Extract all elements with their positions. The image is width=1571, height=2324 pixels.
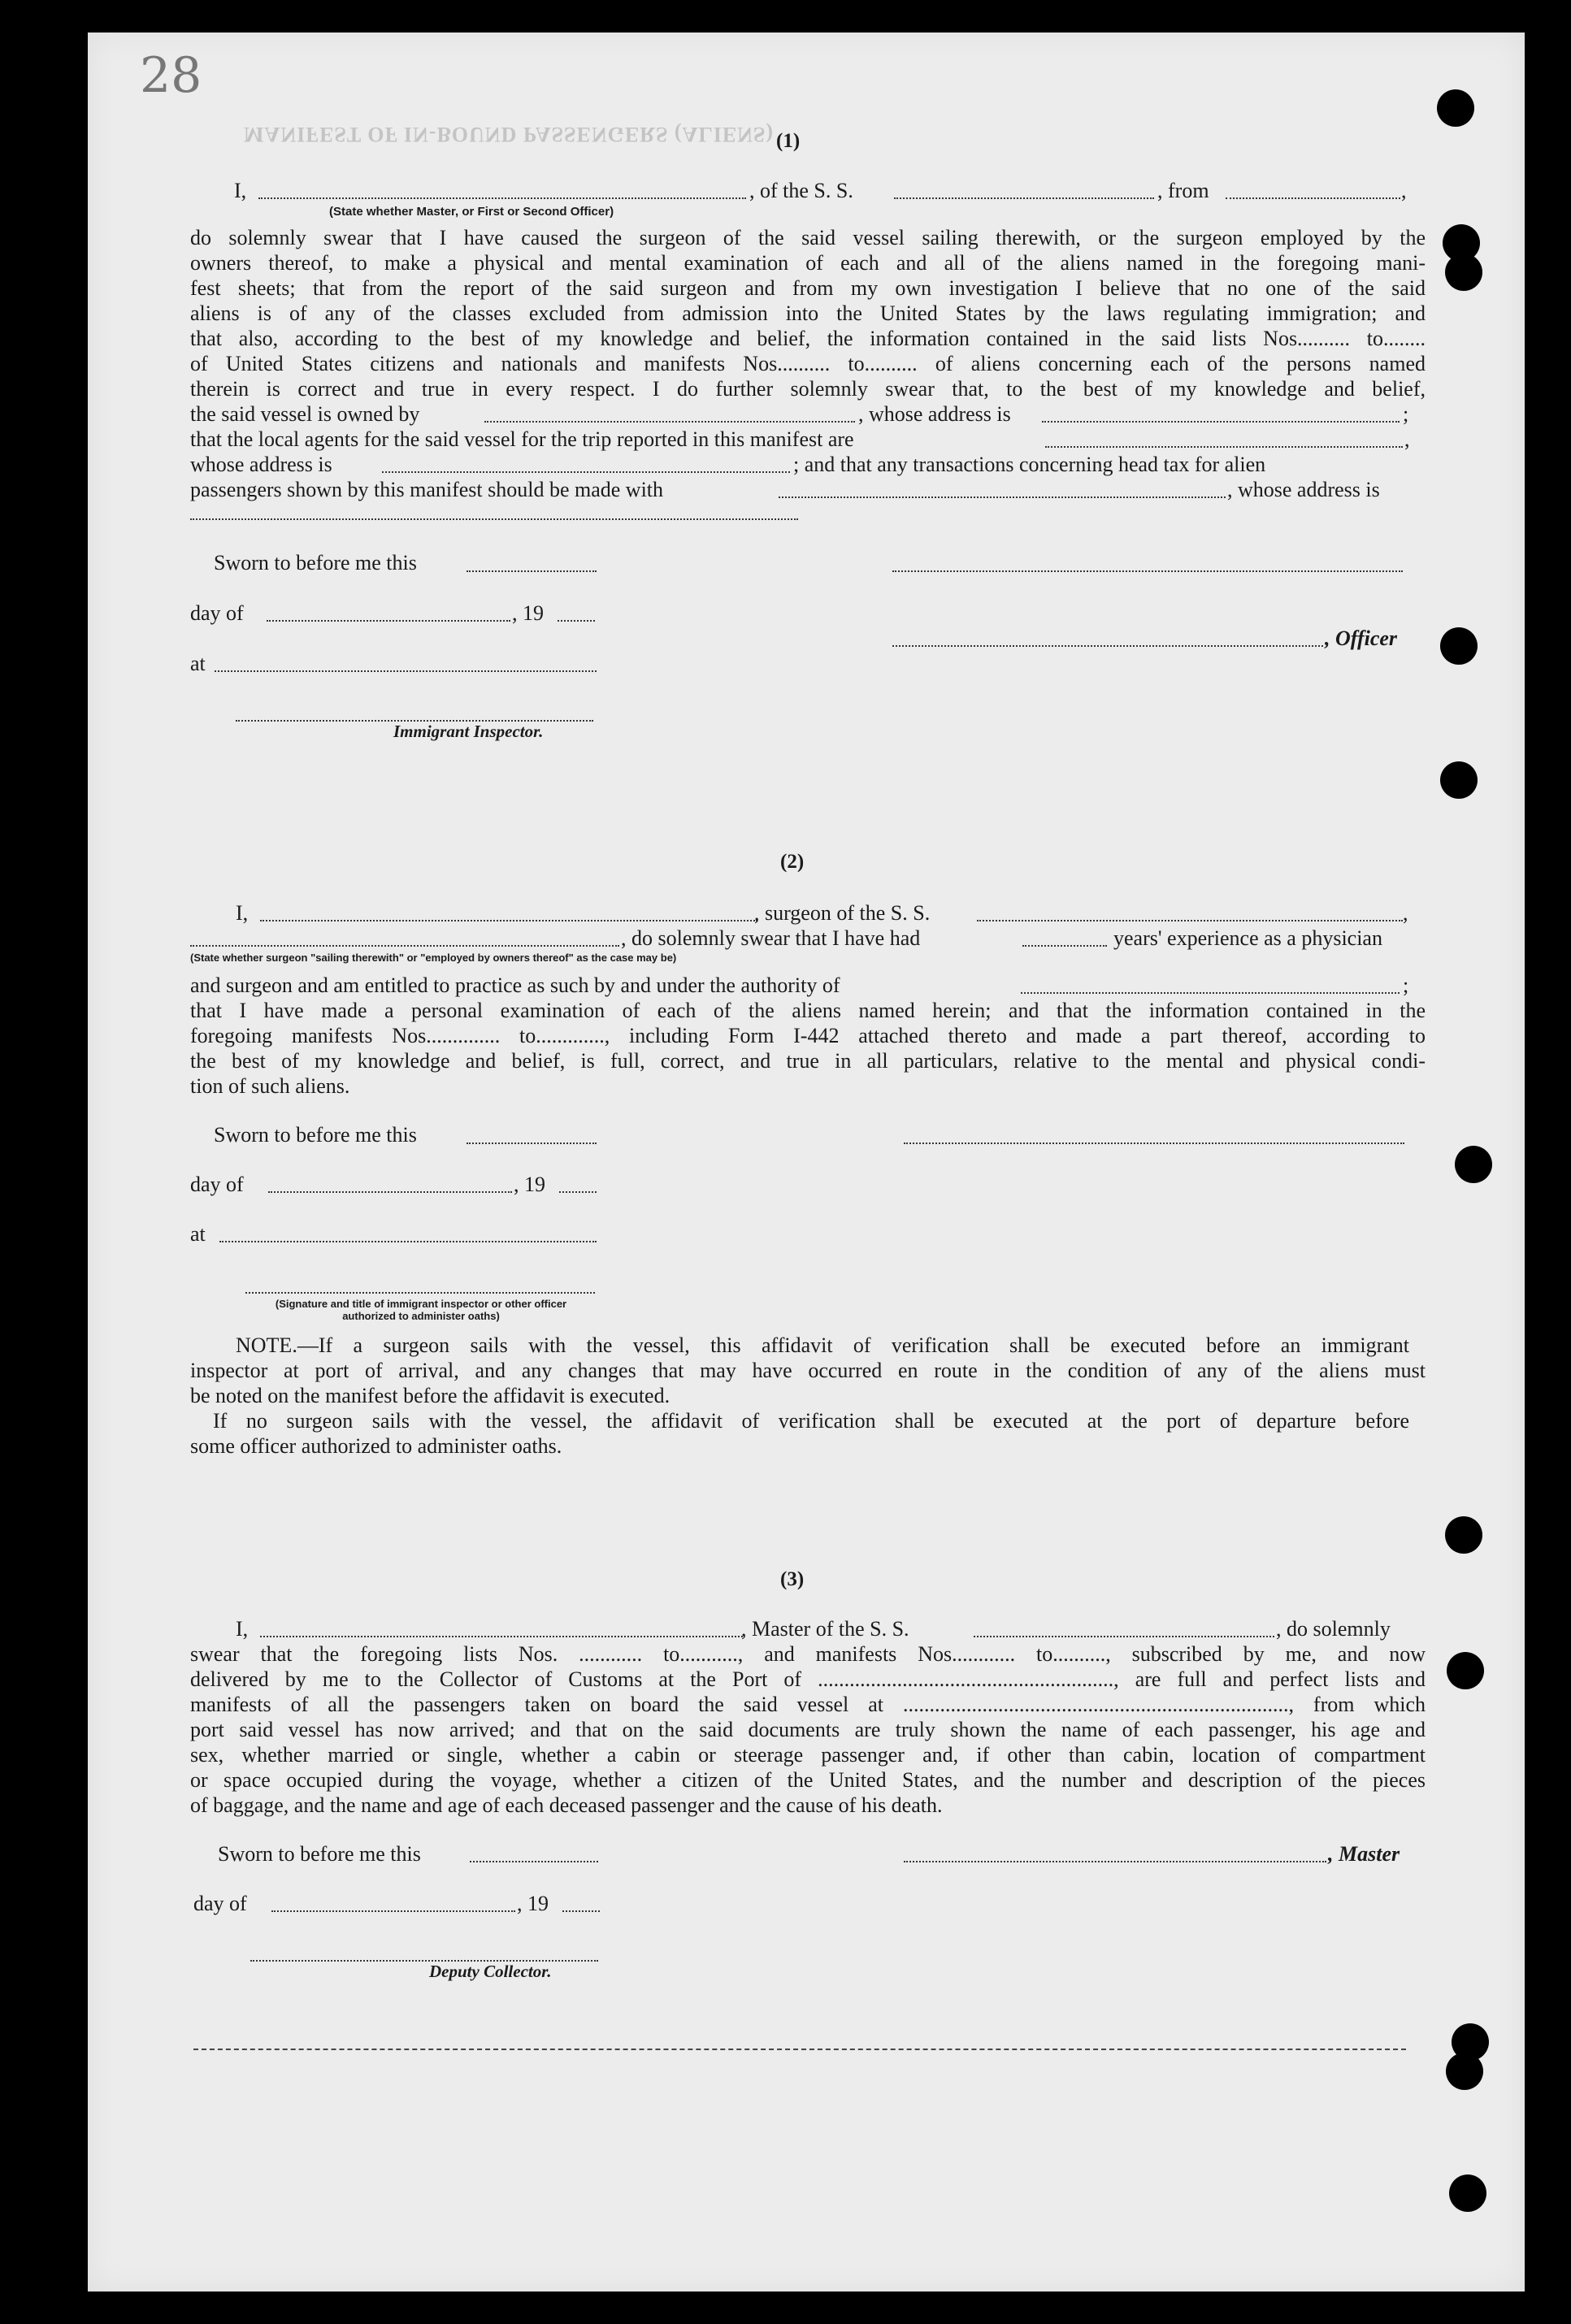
s3-body-line: swear that the foregoing lists Nos. ............ to..........., and manifests Nos............ to.........., subscribed by me, and now	[190, 1642, 1426, 1666]
s3-body-line: port said vessel has now arrived; and that on the said documents are truly shown the name of each passenger, his age and	[190, 1718, 1426, 1741]
s1-whose-address2: whose address is	[190, 453, 332, 476]
s2-body-line: foregoing manifests Nos.............. to............., including Form I-442 attached thereto and made a part thereof, according to	[190, 1024, 1426, 1047]
section-3-number: (3)	[780, 1568, 805, 1590]
s1-whose-address3: , whose address is	[1227, 478, 1380, 501]
s3-year-field[interactable]	[562, 1910, 600, 1912]
s1-local-agents: that the local agents for the said vessel for the trip reported in this manifest are	[190, 427, 854, 451]
s1-day-of: day of	[190, 601, 244, 625]
s2-sworn-date-field[interactable]	[467, 1142, 597, 1144]
s3-year: , 19	[517, 1892, 549, 1915]
s1-body-line: therein is correct and true in every respect. I do further solemnly swear that, to the best of my knowledge and belief,	[190, 377, 1426, 401]
punch-hole	[1440, 627, 1478, 665]
s1-vessel-field[interactable]	[894, 197, 1154, 199]
s3-body-line: or space occupied during the voyage, whether a citizen of the United States, and the number and description of the pieces	[190, 1768, 1426, 1792]
s2-note2-line2: some officer authorized to administer oaths.	[190, 1434, 562, 1458]
s2-day-of: day of	[190, 1173, 244, 1196]
s3-body-line: delivered by me to the Collector of Customs at the Port of ........................................................, are full and perfect lists and	[190, 1667, 1426, 1691]
s2-comma: ,	[1403, 901, 1408, 925]
s2-i: I,	[236, 901, 249, 925]
s1-inspector: Immigrant Inspector.	[393, 722, 544, 741]
s2-sig-note: (Signature and title of immigrant inspector or other officer authorized to administer oaths)	[275, 1298, 567, 1322]
s3-master-sig-field[interactable]	[904, 1861, 1326, 1862]
s2-year: , 19	[514, 1173, 545, 1196]
s2-semicolon: ;	[1403, 973, 1409, 997]
s1-body-line: aliens is of any of the classes excluded from admission into the United States by the laws regulating immigration; and	[190, 301, 1426, 325]
s1-sub-note: (State whether Master, or First or Second Officer)	[329, 205, 614, 219]
s2-note-line: inspector at port of arrival, and any changes that may have occurred en route in the condition of any of the aliens must	[190, 1359, 1426, 1382]
punch-hole	[1445, 254, 1482, 291]
s1-semicolon: ;	[1403, 402, 1409, 426]
s1-owner-field[interactable]	[484, 421, 855, 423]
s1-day-field[interactable]	[267, 620, 510, 622]
bottom-rule	[193, 2049, 1406, 2050]
s1-head-tax: ; and that any transactions concerning head tax for alien	[793, 453, 1266, 476]
s2-year-field[interactable]	[559, 1191, 597, 1193]
s1-i: I,	[234, 179, 247, 202]
s2-authority: and surgeon and am entitled to practice as such by and under the authority of	[190, 973, 840, 997]
s1-rank-field[interactable]	[258, 197, 746, 199]
s1-officer-field[interactable]	[892, 645, 1323, 647]
s1-officer: , Officer	[1325, 627, 1398, 650]
s2-at: at	[190, 1222, 206, 1246]
s2-status-field[interactable]	[190, 945, 619, 947]
s1-officer-sig-top[interactable]	[892, 570, 1403, 572]
s2-body-last: tion of such aliens.	[190, 1074, 350, 1098]
s1-whose-address: , whose address is	[858, 402, 1011, 426]
s2-note2-line1: If no surgeon sails with the vessel, the affidavit of verification shall be executed at the port of departure before	[213, 1409, 1409, 1433]
s1-body-line: do solemnly swear that I have caused the surgeon of the said vessel sailing therewith, or the surgeon employed by the	[190, 226, 1426, 249]
punch-hole	[1446, 2053, 1483, 2090]
punch-hole	[1437, 89, 1474, 127]
s1-owner-address-field[interactable]	[1042, 421, 1400, 423]
s3-body-line: sex, whether married or single, whether a cabin or steerage passenger and, if other than cabin, location of compartment	[190, 1743, 1426, 1767]
s2-sub-note: (State whether surgeon "sailing therewith" or "employed by owners thereof" as the case may be)	[190, 952, 677, 964]
s2-years-field[interactable]	[1022, 945, 1107, 947]
s1-at-field[interactable]	[215, 670, 597, 672]
punch-hole	[1455, 1146, 1492, 1183]
s2-swear: , do solemnly swear that I have had	[621, 926, 921, 950]
s2-years: years' experience as a physician	[1113, 926, 1382, 950]
s2-day-field[interactable]	[268, 1191, 512, 1193]
handwritten-page-number: 28	[140, 47, 202, 104]
s2-surgeon-of: , surgeon of the S. S.	[754, 901, 931, 925]
s1-comma: ,	[1401, 179, 1407, 202]
s1-year: , 19	[512, 601, 544, 625]
s3-deputy: Deputy Collector.	[429, 1962, 552, 1981]
s3-sworn: Sworn to before me this	[218, 1842, 421, 1866]
s3-body-last: of baggage, and the name and age of each deceased passenger and the cause of his death.	[190, 1793, 943, 1817]
s3-sworn-date-field[interactable]	[470, 1861, 598, 1862]
punch-hole	[1447, 1652, 1484, 1689]
s1-of-ss: , of the S. S.	[749, 179, 853, 202]
s1-agents-address-field[interactable]	[382, 471, 790, 473]
s2-inspector-sig-field[interactable]	[245, 1292, 595, 1294]
s3-master: , Master	[1328, 1842, 1400, 1866]
s3-name-field[interactable]	[260, 1636, 743, 1637]
punch-hole	[1440, 761, 1478, 799]
s1-owned-by: the said vessel is owned by	[190, 402, 420, 426]
s1-from-field[interactable]	[1226, 197, 1400, 199]
s1-body-line: of United States citizens and nationals and manifests Nos.......... to.......... of aliens concerning each of the persons named	[190, 352, 1426, 375]
s2-note-line3: be noted on the manifest before the affidavit is executed.	[190, 1384, 670, 1407]
s3-day-of: day of	[193, 1892, 247, 1915]
bleed-through-title: MANIFEST OF IN-BOUND PASSENGERS (ALIENS)	[244, 123, 775, 146]
section-1-number: (1)	[776, 130, 801, 152]
s2-at-field[interactable]	[219, 1241, 597, 1242]
s1-sworn: Sworn to before me this	[214, 551, 417, 574]
s2-vessel-field[interactable]	[977, 920, 1403, 921]
s1-year-field[interactable]	[558, 620, 595, 622]
s3-body-line: manifests of all the passengers taken on board the said vessel at ........................................................................., from which	[190, 1693, 1426, 1716]
s3-day-field[interactable]	[271, 1910, 515, 1912]
s2-sworn: Sworn to before me this	[214, 1123, 417, 1147]
s1-body-line: fest sheets; that from the report of the said surgeon and from my own investigation I believe that no one of the said	[190, 276, 1426, 300]
s3-swear: , do solemnly	[1276, 1617, 1391, 1641]
punch-hole	[1445, 1516, 1482, 1554]
s1-passengers: passengers shown by this manifest should be made with	[190, 478, 664, 501]
s3-master-of: , Master of the S. S.	[741, 1617, 909, 1641]
s1-head-tax-field[interactable]	[779, 496, 1226, 498]
s2-note-line: NOTE.—If a surgeon sails with the vessel, this affidavit of verification shall be executed before an immigrant	[236, 1333, 1409, 1357]
s2-surgeon-sig-field[interactable]	[904, 1142, 1404, 1144]
s1-agents-field[interactable]	[1045, 446, 1403, 448]
s2-body-line: that I have made a personal examination of each of the aliens named herein; and that the information contained in the	[190, 999, 1426, 1022]
s1-from: , from	[1157, 179, 1209, 202]
s2-name-field[interactable]	[260, 920, 757, 921]
s1-sworn-date-field[interactable]	[467, 570, 597, 572]
s3-i: I,	[236, 1617, 249, 1641]
s2-authority-field[interactable]	[1021, 992, 1400, 994]
section-2-number: (2)	[780, 851, 805, 873]
s1-at: at	[190, 652, 206, 675]
s1-comma2: ,	[1404, 427, 1410, 451]
s1-head-tax-address-field[interactable]	[190, 518, 798, 520]
s1-body-line: that also, according to the best of my knowledge and belief, the information contained in the said lists Nos.......... to........	[190, 327, 1426, 350]
s2-body-line: the best of my knowledge and belief, is full, correct, and true in all particulars, relative to the mental and physical condi-	[190, 1049, 1426, 1073]
s1-body-line: owners thereof, to make a physical and mental examination of each and all of the aliens named in the foregoing mani-	[190, 251, 1426, 275]
s3-vessel-field[interactable]	[974, 1636, 1274, 1637]
punch-hole	[1449, 2174, 1486, 2212]
